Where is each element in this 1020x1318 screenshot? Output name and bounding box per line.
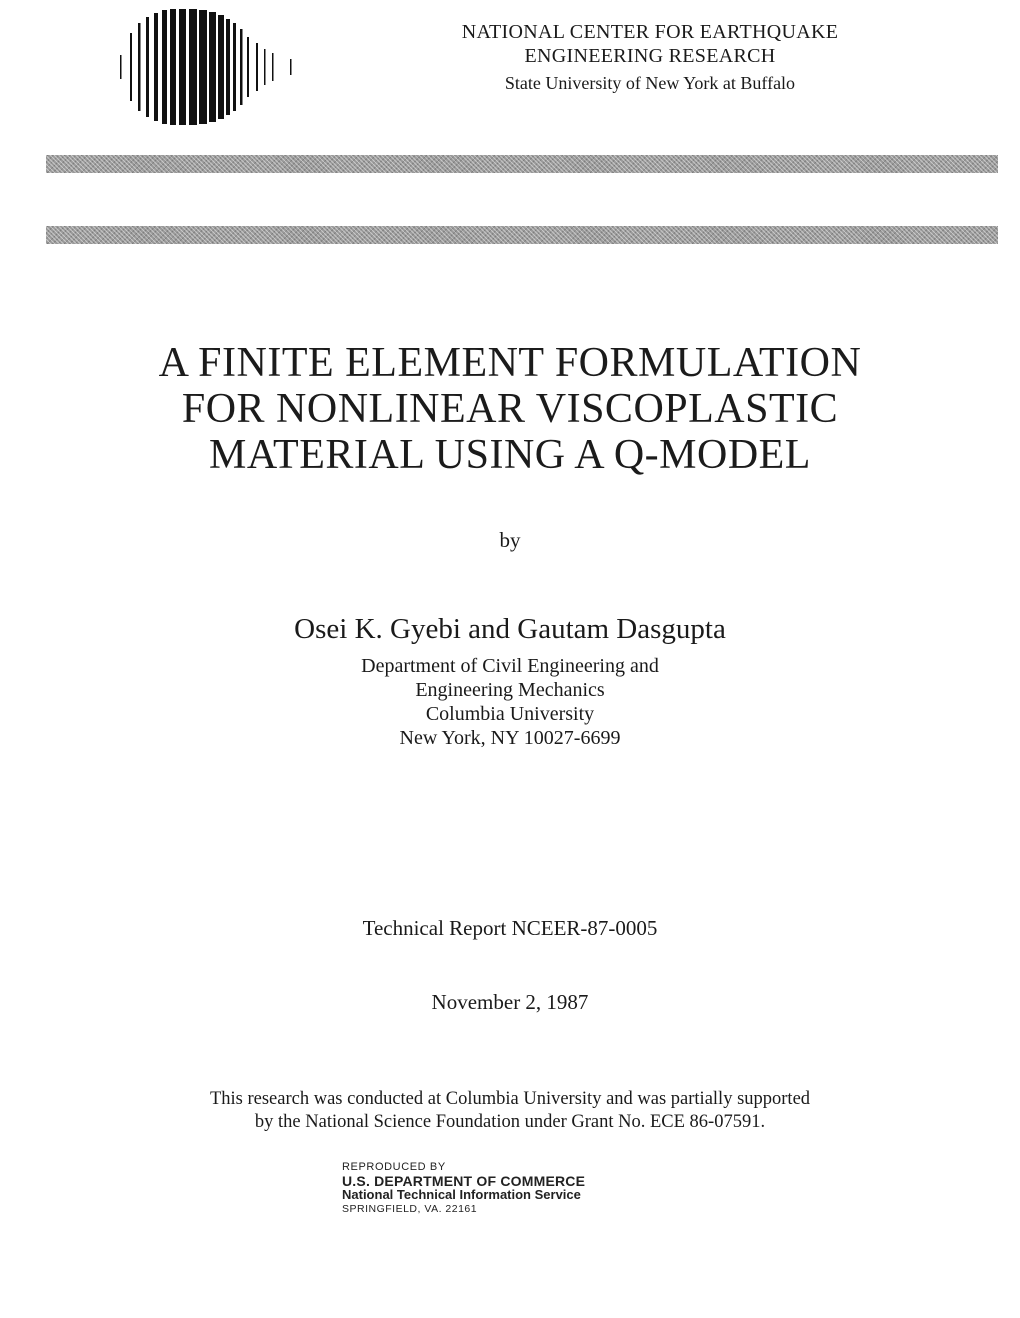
- halftone-band-top: [46, 155, 998, 173]
- report-title: [60, 340, 960, 478]
- logo-bar: [272, 53, 274, 81]
- logo-bar: [162, 10, 167, 124]
- affiliation-line3: Columbia University: [425, 703, 595, 725]
- logo-bar: [138, 23, 141, 111]
- logo-bar: [247, 37, 249, 97]
- logo-bar: [218, 15, 224, 119]
- logo-bar: [240, 29, 243, 105]
- nceer-logo: [112, 8, 322, 126]
- title-line1: A FINITE ELEMENT FORMULATION: [158, 340, 862, 386]
- ntis-stamp: [342, 1160, 702, 1216]
- logo-bar: [256, 43, 258, 91]
- acknowledgement-line1: This research was conducted at Columbia University and was partially supported: [209, 1089, 811, 1109]
- title-line2: FOR NONLINEAR VISCOPLASTIC: [181, 386, 839, 432]
- logo-bar: [209, 12, 216, 122]
- affiliation-line1: Department of Civil Engineering and: [361, 655, 659, 677]
- acknowledgement: [80, 1088, 940, 1134]
- logo-bar: [120, 55, 122, 79]
- logo-bar: [226, 19, 230, 115]
- logo-bar: [154, 13, 158, 121]
- org-name-line1: NATIONAL CENTER FOR EARTHQUAKE: [461, 21, 839, 43]
- logo-bar: [233, 23, 236, 111]
- org-name-line2: ENGINEERING RESEARCH: [524, 45, 776, 67]
- affiliation: [0, 654, 1020, 750]
- logo-bar: [146, 17, 149, 117]
- ntis-service: National Technical Information Service: [342, 1187, 581, 1202]
- logo-bar: [199, 10, 207, 124]
- organization-header: [410, 20, 890, 96]
- report-date: November 2, 1987: [431, 990, 589, 1014]
- acknowledgement-line2: by the National Science Foundation under Grant No. ECE 86-07591.: [254, 1112, 766, 1132]
- logo-bar: [264, 49, 266, 85]
- ntis-department: U.S. DEPARTMENT OF COMMERCE: [342, 1173, 586, 1189]
- by-label: by: [499, 528, 521, 552]
- logo-bar: [290, 59, 292, 75]
- title-line3: MATERIAL USING A Q-MODEL: [209, 432, 811, 478]
- ntis-address: SPRINGFIELD, VA. 22161: [342, 1203, 478, 1215]
- logo-bar: [170, 9, 176, 125]
- logo-bar: [179, 9, 186, 125]
- affiliation-line4: New York, NY 10027-6699: [399, 727, 621, 749]
- logo-bar: [189, 9, 197, 125]
- halftone-band-bottom: [46, 226, 998, 244]
- report-number: Technical Report NCEER-87-0005: [362, 916, 658, 940]
- logo-bar: [130, 33, 132, 101]
- org-university: State University of New York at Buffalo: [504, 73, 796, 93]
- authors: Osei K. Gyebi and Gautam Dasgupta: [294, 613, 726, 645]
- ntis-reproduced: REPRODUCED BY: [342, 1161, 446, 1173]
- affiliation-line2: Engineering Mechanics: [415, 679, 605, 701]
